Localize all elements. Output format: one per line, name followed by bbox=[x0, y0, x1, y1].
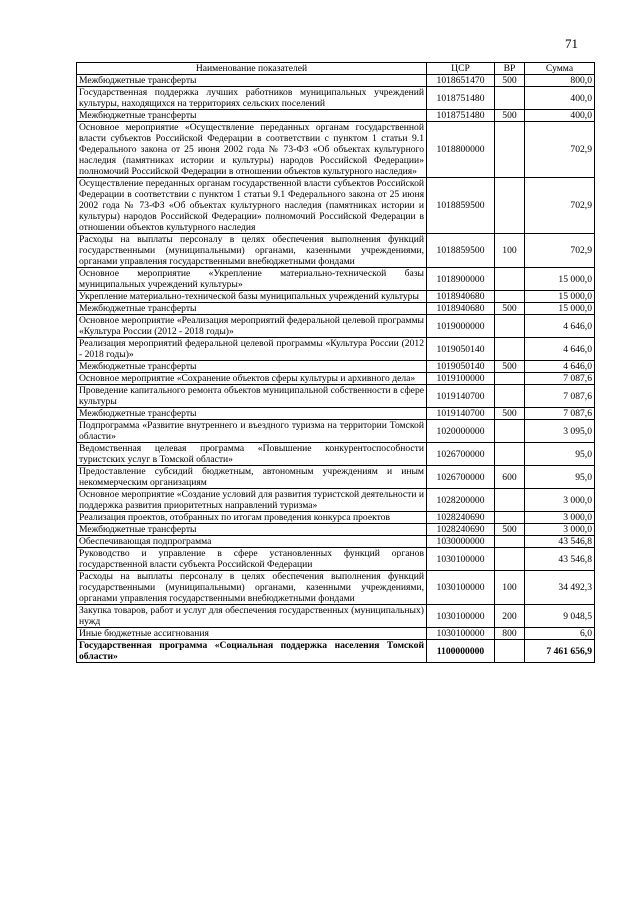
table-row bbox=[77, 548, 595, 571]
row-vr-cell bbox=[495, 373, 525, 385]
header-csr: ЦСР bbox=[427, 63, 495, 75]
row-csr-cell: 1018751480 bbox=[427, 87, 495, 110]
row-csr-cell: 1026700000 bbox=[427, 466, 495, 489]
table-row bbox=[77, 268, 595, 291]
header-name: Наименование показателей bbox=[77, 63, 427, 75]
table-row bbox=[77, 75, 595, 87]
row-name-cell: Предоставление субсидий бюджетным, автономным учреждениям и иным некоммерческим организациям bbox=[77, 466, 427, 489]
row-csr-cell: 1019050140 bbox=[427, 361, 495, 373]
row-csr-cell: 1018859500 bbox=[427, 178, 495, 234]
table-row bbox=[77, 291, 595, 303]
row-csr-cell: 1018751480 bbox=[427, 110, 495, 122]
table-row bbox=[77, 315, 595, 338]
row-vr-cell bbox=[495, 315, 525, 338]
row-sum-cell: 7 087,6 bbox=[525, 373, 595, 385]
row-name-cell: Расходы на выплаты персоналу в целях обеспечения выполнения функций государственными (муниципальными) органами, казенными учреждениями, органами управления государственными внебюджетными фондами bbox=[77, 234, 427, 268]
row-vr-cell: 500 bbox=[495, 75, 525, 87]
row-sum-cell: 15 000,0 bbox=[525, 303, 595, 315]
row-csr-cell: 1030100000 bbox=[427, 571, 495, 605]
row-name-cell: Проведение капитального ремонта объектов муниципальной собственности в сфере культуры bbox=[77, 385, 427, 408]
row-sum-cell: 7 087,6 bbox=[525, 408, 595, 420]
table-row bbox=[77, 536, 595, 548]
row-vr-cell: 100 bbox=[495, 571, 525, 605]
row-csr-cell: 1019140700 bbox=[427, 385, 495, 408]
row-vr-cell: 500 bbox=[495, 303, 525, 315]
row-name-cell: Межбюджетные трансферты bbox=[77, 524, 427, 536]
row-vr-cell: 200 bbox=[495, 605, 525, 628]
row-vr-cell bbox=[495, 536, 525, 548]
row-sum-cell: 400,0 bbox=[525, 110, 595, 122]
row-vr-cell bbox=[495, 489, 525, 512]
row-sum-cell: 800,0 bbox=[525, 75, 595, 87]
table-row bbox=[77, 178, 595, 234]
table-row bbox=[77, 373, 595, 385]
row-csr-cell: 1019050140 bbox=[427, 338, 495, 361]
row-vr-cell bbox=[495, 291, 525, 303]
row-csr-cell: 1030100000 bbox=[427, 548, 495, 571]
row-name-cell: Расходы на выплаты персоналу в целях обеспечения выполнения функций государственными (муниципальными) органами, казенными учреждениями, органами управления государственными внебюджетными фондами bbox=[77, 571, 427, 605]
table-row bbox=[77, 489, 595, 512]
table-row bbox=[77, 122, 595, 178]
row-csr-cell: 1028240690 bbox=[427, 512, 495, 524]
row-vr-cell bbox=[495, 338, 525, 361]
row-vr-cell bbox=[495, 268, 525, 291]
row-sum-cell: 7 087,6 bbox=[525, 385, 595, 408]
row-sum-cell: 43 546,8 bbox=[525, 536, 595, 548]
row-vr-cell bbox=[495, 87, 525, 110]
row-sum-cell: 34 492,3 bbox=[525, 571, 595, 605]
row-csr-cell: 1018800000 bbox=[427, 122, 495, 178]
row-csr-cell: 1030100000 bbox=[427, 628, 495, 640]
row-csr-cell: 1018651470 bbox=[427, 75, 495, 87]
table-row bbox=[77, 234, 595, 268]
row-name-cell: Межбюджетные трансферты bbox=[77, 303, 427, 315]
table-header-row bbox=[77, 63, 595, 75]
row-sum-cell: 4 646,0 bbox=[525, 315, 595, 338]
table-row bbox=[77, 408, 595, 420]
row-name-cell: Реализация проектов, отобранных по итогам проведения конкурса проектов bbox=[77, 512, 427, 524]
row-vr-cell: 100 bbox=[495, 234, 525, 268]
row-sum-cell: 15 000,0 bbox=[525, 291, 595, 303]
row-name-cell: Межбюджетные трансферты bbox=[77, 408, 427, 420]
row-csr-cell: 1030100000 bbox=[427, 605, 495, 628]
row-csr-cell: 1028240690 bbox=[427, 524, 495, 536]
row-csr-cell: 1019100000 bbox=[427, 373, 495, 385]
row-name-cell: Основное мероприятие «Сохранение объектов сферы культуры и архивного дела» bbox=[77, 373, 427, 385]
row-name-cell: Основное мероприятие «Укрепление материально-технической базы муниципальных учреждений культуры» bbox=[77, 268, 427, 291]
row-vr-cell bbox=[495, 122, 525, 178]
row-vr-cell bbox=[495, 512, 525, 524]
row-name-cell: Укрепление материально-технической базы муниципальных учреждений культуры bbox=[77, 291, 427, 303]
row-vr-cell: 500 bbox=[495, 361, 525, 373]
table-row bbox=[77, 640, 595, 663]
row-csr-cell: 1028200000 bbox=[427, 489, 495, 512]
row-csr-cell: 1020000000 bbox=[427, 420, 495, 443]
row-sum-cell: 702,9 bbox=[525, 122, 595, 178]
row-vr-cell: 800 bbox=[495, 628, 525, 640]
row-csr-cell: 1100000000 bbox=[427, 640, 495, 663]
table-row bbox=[77, 420, 595, 443]
header-sum: Сумма bbox=[525, 63, 595, 75]
row-csr-cell: 1030000000 bbox=[427, 536, 495, 548]
row-name-cell: Межбюджетные трансферты bbox=[77, 110, 427, 122]
table-row bbox=[77, 110, 595, 122]
table-row bbox=[77, 338, 595, 361]
row-sum-cell: 9 048,5 bbox=[525, 605, 595, 628]
table-row bbox=[77, 443, 595, 466]
table-row bbox=[77, 571, 595, 605]
table-row bbox=[77, 303, 595, 315]
row-name-cell: Основное мероприятие «Создание условий для развития туристской деятельности и поддержка развития приоритетных направлений туризма» bbox=[77, 489, 427, 512]
row-name-cell: Подпрограмма «Развитие внутреннего и въездного туризма на территории Томской области» bbox=[77, 420, 427, 443]
row-csr-cell: 1018940680 bbox=[427, 291, 495, 303]
row-name-cell: Межбюджетные трансферты bbox=[77, 75, 427, 87]
row-name-cell: Иные бюджетные ассигнования bbox=[77, 628, 427, 640]
table-row bbox=[77, 361, 595, 373]
row-vr-cell: 600 bbox=[495, 466, 525, 489]
row-sum-cell: 3 095,0 bbox=[525, 420, 595, 443]
row-csr-cell: 1018900000 bbox=[427, 268, 495, 291]
table-row bbox=[77, 628, 595, 640]
row-sum-cell: 95,0 bbox=[525, 466, 595, 489]
row-vr-cell: 500 bbox=[495, 110, 525, 122]
row-sum-cell: 400,0 bbox=[525, 87, 595, 110]
row-csr-cell: 1019000000 bbox=[427, 315, 495, 338]
row-name-cell: Государственная поддержка лучших работников муниципальных учреждений культуры, находящихся на территориях сельских поселений bbox=[77, 87, 427, 110]
row-name-cell: Осуществление переданных органам государственной власти субъектов Российской Федерации в соответствии с пунктом 1 статьи 9.1 Федерального закона от 25 июня 2002 года № 73-ФЗ «Об объектах культурного наследия (памятниках истории и культуры) народов Российской Федерации» полномочий Российской Федерации в отношении объектов культурного наследия bbox=[77, 178, 427, 234]
table-row bbox=[77, 524, 595, 536]
row-vr-cell bbox=[495, 385, 525, 408]
row-vr-cell bbox=[495, 640, 525, 663]
row-vr-cell bbox=[495, 420, 525, 443]
row-name-cell: Руководство и управление в сфере установленных функций органов государственной власти субъекта Российской Федерации bbox=[77, 548, 427, 571]
row-name-cell: Основное мероприятие «Реализация мероприятий федеральной целевой программы «Культура России (2012 - 2018 годы)» bbox=[77, 315, 427, 338]
row-sum-cell: 43 546,8 bbox=[525, 548, 595, 571]
row-sum-cell: 7 461 656,9 bbox=[525, 640, 595, 663]
row-sum-cell: 3 000,0 bbox=[525, 489, 595, 512]
row-csr-cell: 1018940680 bbox=[427, 303, 495, 315]
row-vr-cell: 500 bbox=[495, 408, 525, 420]
table-body bbox=[77, 75, 595, 663]
row-sum-cell: 702,9 bbox=[525, 178, 595, 234]
row-name-cell: Основное мероприятие «Осуществление переданных органам государственной власти субъектов Российской Федерации в соответствии с пунктом 1 статьи 9.1 Федерального закона от 25 июня 2002 года № 73-ФЗ «Об объектах культурного наследия (памятниках истории и культуры) народов Российской Федерации» полномочий Российской Федерации в отношении объектов культурного наследия» bbox=[77, 122, 427, 178]
table-row bbox=[77, 385, 595, 408]
table-row bbox=[77, 87, 595, 110]
row-name-cell: Межбюджетные трансферты bbox=[77, 361, 427, 373]
row-sum-cell: 4 646,0 bbox=[525, 361, 595, 373]
row-sum-cell: 4 646,0 bbox=[525, 338, 595, 361]
row-sum-cell: 15 000,0 bbox=[525, 268, 595, 291]
row-name-cell: Государственная программа «Социальная поддержка населения Томской области» bbox=[77, 640, 427, 663]
header-vr: ВР bbox=[495, 63, 525, 75]
row-name-cell: Реализация мероприятий федеральной целевой программы «Культура России (2012 - 2018 годы)» bbox=[77, 338, 427, 361]
table-row bbox=[77, 605, 595, 628]
row-vr-cell bbox=[495, 178, 525, 234]
row-name-cell: Закупка товаров, работ и услуг для обеспечения государственных (муниципальных) нужд bbox=[77, 605, 427, 628]
table-row bbox=[77, 512, 595, 524]
row-csr-cell: 1019140700 bbox=[427, 408, 495, 420]
row-vr-cell: 500 bbox=[495, 524, 525, 536]
row-name-cell: Ведомственная целевая программа «Повышение конкурентоспособности туристских услуг в Томской области» bbox=[77, 443, 427, 466]
row-csr-cell: 1026700000 bbox=[427, 443, 495, 466]
row-sum-cell: 95,0 bbox=[525, 443, 595, 466]
row-csr-cell: 1018859500 bbox=[427, 234, 495, 268]
row-sum-cell: 6,0 bbox=[525, 628, 595, 640]
page-number: 71 bbox=[565, 36, 578, 51]
table-row bbox=[77, 466, 595, 489]
row-name-cell: Обеспечивающая подпрограмма bbox=[77, 536, 427, 548]
row-sum-cell: 3 000,0 bbox=[525, 512, 595, 524]
row-vr-cell bbox=[495, 443, 525, 466]
row-vr-cell bbox=[495, 548, 525, 571]
budget-table bbox=[76, 62, 595, 663]
row-sum-cell: 702,9 bbox=[525, 234, 595, 268]
row-sum-cell: 3 000,0 bbox=[525, 524, 595, 536]
